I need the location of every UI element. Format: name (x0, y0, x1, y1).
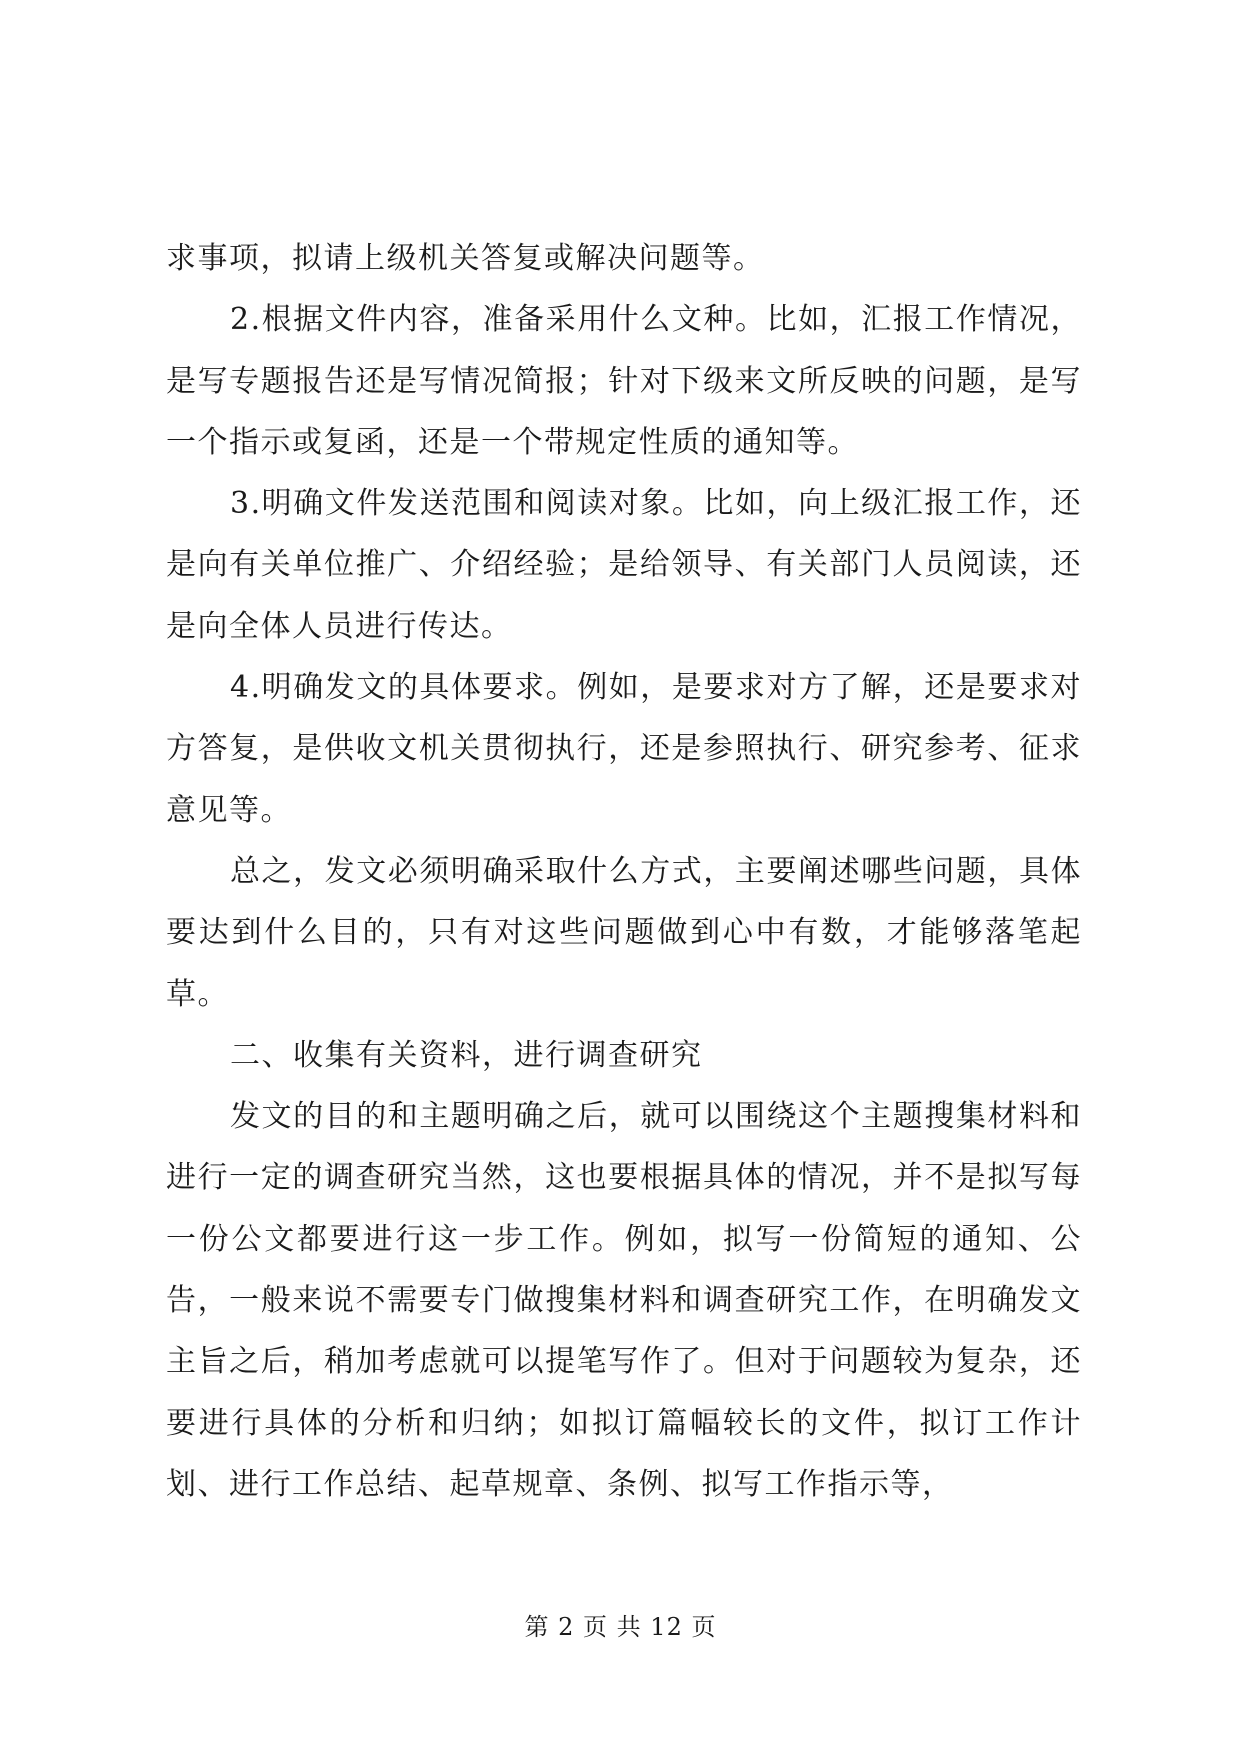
section-heading: 二、收集有关资料，进行调查研究 (230, 1037, 703, 1073)
document-body (166, 228, 1082, 1515)
page-number-footer: 第 2 页 共 12 页 (524, 1613, 717, 1641)
paragraph-summary: 总之，发文必须明确采取什么方式，主要阐述哪些问题，具体要达到什么目的，只有对这些问题做到心中有数，才能够落笔起草。 (166, 853, 1082, 1012)
paragraph-item-4: 4.明确发文的具体要求。例如，是要求对方了解，还是要求对方答复，是供收文机关贯彻执行，还是参照执行、研究参考、征求意见等。 (166, 670, 1082, 828)
paragraph-item-2: 2.根据文件内容，准备采用什么文种。比如，汇报工作情况，是写专题报告还是写情况简报；针对下级来文所反映的问题，是写一个指示或复函，还是一个带规定性质的通知等。 (166, 302, 1082, 460)
paragraph-item-3: 3.明确文件发送范围和阅读对象。比如，向上级汇报工作，还是向有关单位推广、介绍经验；是给领导、有关部门人员阅读，还是向全体人员进行传达。 (166, 486, 1082, 644)
paragraph-section-body: 发文的目的和主题明确之后，就可以围绕这个主题搜集材料和进行一定的调查研究当然，这也要根据具体的情况，并不是拟写每一份公文都要进行这一步工作。例如，拟写一份简短的通知、公告，一般来说不需要专门做搜集材料和调查研究工作，在明确发文主旨之后，稍加考虑就可以提笔写作了。但对于问题较为复杂，还要进行具体的分析和归纳；如拟订篇幅较长的文件，拟订工作计划、进行工作总结、起草规章、条例、拟写工作指示等， (166, 1099, 1082, 1502)
paragraph-continuation: 求事项，拟请上级机关答复或解决问题等。 (166, 241, 765, 276)
